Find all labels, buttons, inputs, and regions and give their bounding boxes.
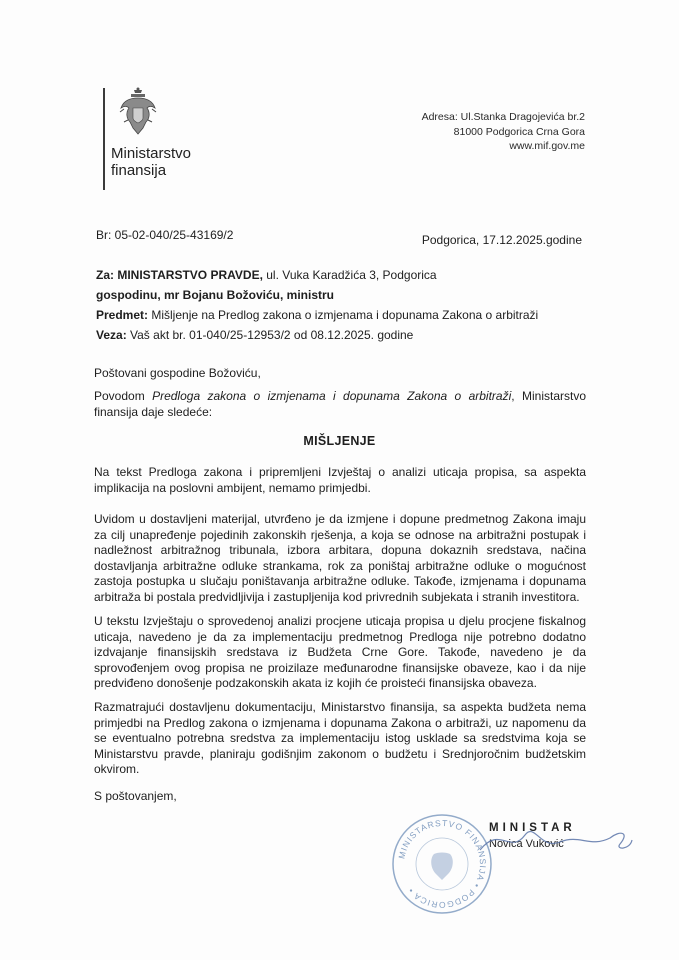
paragraph-4: Razmatrajući dostavljenu dokumentaciju, Ministarstvo finansija, sa aspekta budžeta nema primjedbi na Predlog zakona o izmjenama i dopunama Zakona o arbitraži, uz napomenu da se eventualno potrebna sredstva za implementaciju istog usklade sa sredstvima koja se Ministarstvu pravde, planiraju godišnjim zakonom o budžetu i Srednjoročnim budžetskim okvirom. — [94, 700, 586, 777]
org-name-line2: finansija — [111, 162, 167, 179]
subject-label: Predmet: — [96, 308, 149, 322]
address-city: 81000 Podgorica Crna Gora — [453, 125, 585, 138]
intro-italic: Predloga zakona o izmjenama i dopunama Zakona o arbitraži — [152, 389, 512, 403]
reference-number: Br: 05-02-040/25-43169/2 — [96, 228, 234, 242]
paragraph-3: U tekstu Izvještaju o sprovedenoj analizi procjene uticaja propisa u djelu procjene fiskalnog uticaja, navedeno je da za implementaciju predmetnog Predloga nije potrebno dodatno izdvajanje finansijskih sredstava iz Budžeta Crne Gore. Takođe, navedeno je da sprovođenjem ovog propisa ne proizilaze međunarodne finansijske obaveze, kao i da nije predviđeno donošenje podzakonskih akata iz kojih će proisteći finansijska obaveza. — [94, 614, 586, 691]
website-link[interactable]: www.mif.gov.me — [509, 140, 585, 152]
intro-suffix: , Ministarstvo finansija daje sledeće: — [94, 389, 587, 419]
recipient-address: ul. Vuka Karadžića 3, Podgorica — [262, 268, 437, 282]
addressee: gospodinu, mr Bojanu Božoviću, ministru — [96, 288, 335, 302]
salutation: Poštovani gospodine Božoviću, — [94, 366, 261, 380]
closing: S poštovanjem, — [94, 789, 177, 803]
letterhead-divider — [103, 88, 105, 190]
document-title: MIŠLJENJE — [303, 434, 376, 448]
organization-name — [111, 145, 191, 179]
address-street: Adresa: Ul.Stanka Dragojevića br.2 — [421, 111, 585, 123]
recipient-block — [96, 265, 538, 345]
recipient-org: MINISTARSTVO PRAVDE, — [117, 268, 263, 282]
recipient-line — [96, 265, 538, 285]
paragraph-1: Na tekst Predloga zakona i pripremljeni Izvještaj o analizi uticaja propisa, sa aspekta implikacija na poslovni ambijent, nemamo primjedbi. — [94, 465, 586, 495]
signatory-title: MINISTAR — [489, 822, 576, 834]
reference-label: Veza: — [96, 328, 127, 342]
intro-prefix: Povodom — [94, 389, 153, 403]
coat-of-arms-icon — [118, 86, 158, 138]
svg-text:MINISTARSTVO FINANSIJA • PO: MINISTARSTVO FINANSIJA • PODGORICA • — [396, 817, 489, 911]
sender-address — [422, 110, 585, 154]
subject-text: Mišljenje na Predlog zakona o izmjenama i dopunama Zakona o arbitraži — [148, 308, 539, 322]
intro-paragraph — [94, 389, 586, 420]
reference-text: Vaš akt br. 01-040/25-12953/2 od 08.12.2025. godine — [126, 328, 414, 342]
za-label: Za: — [96, 268, 114, 282]
org-name-line1: Ministarstvo — [111, 145, 192, 162]
signatory-name: Novica Vuković — [489, 838, 564, 850]
paragraph-2: Uvidom u dostavljeni materijal, utvrđeno je da izmjene i dopune predmetnog Zakona imaju za cilj unapređenje pojedinih zakonskih rješenja, a koja se odnose na arbitražni postupak i nadležnost arbitražnog tribunala, izbora arbitara, dopuna dokaznih sredstava, načina dostavljanja arbitražne odluke strankama, rok za poništaj arbitražne odluke o mogućnost zastoja postupka u slučaju poništavanja arbitražne odluke. Takođe, izmjenama i dopunama arbitraža bi postala predvidljivija i zastupljenija kod privrednih subjekata i stranih investitora. — [94, 512, 586, 604]
handwritten-signature-icon — [470, 820, 640, 860]
place-date: Podgorica, 17.12.2025.godine — [421, 233, 582, 247]
